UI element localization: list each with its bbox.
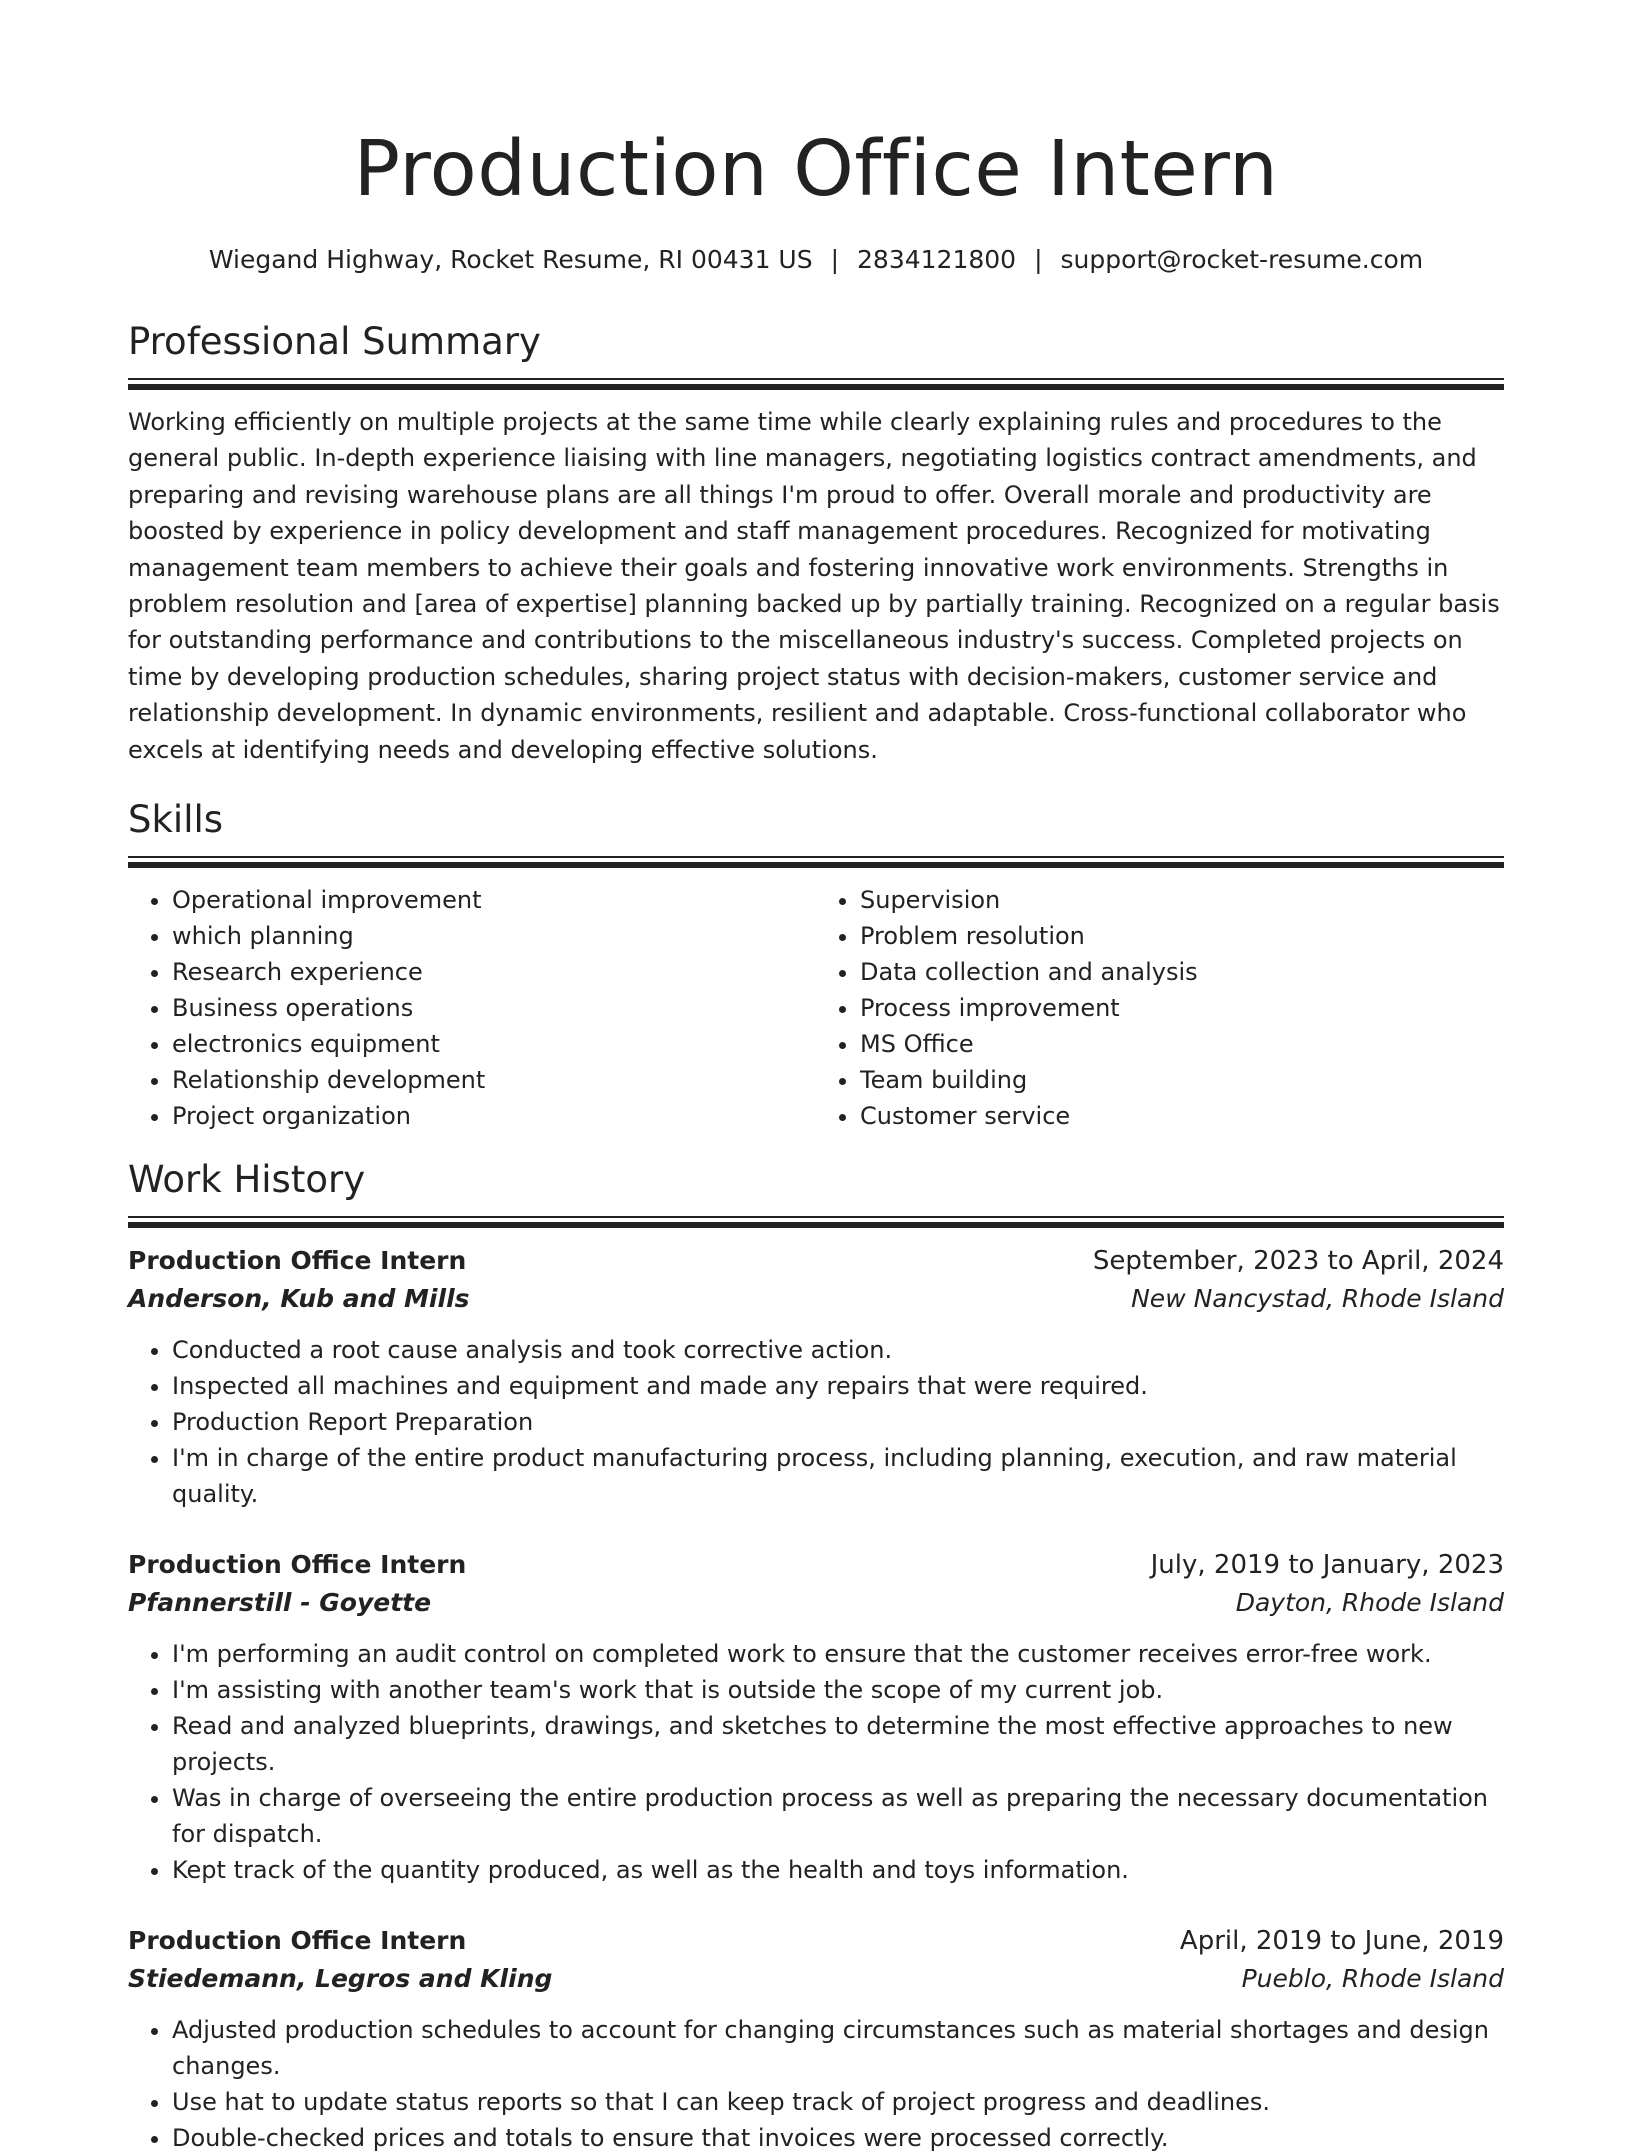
job-dates: July, 2019 to January, 2023 bbox=[1150, 1550, 1504, 1581]
contact-phone: 2834121800 bbox=[857, 245, 1017, 274]
job-bullet: • Read and analyzed blueprints, drawings, and sketches to determine the most effective approaches to new projects. bbox=[172, 1708, 1504, 1780]
job-bullet: • Double-checked prices and totals to ensure that invoices were processed correctly. bbox=[172, 2120, 1504, 2156]
skill-item: • Business operations bbox=[172, 990, 816, 1026]
job-location: Pueblo, Rhode Island bbox=[1241, 1964, 1504, 1994]
job-location: Dayton, Rhode Island bbox=[1235, 1588, 1504, 1618]
skill-item: • Supervision bbox=[860, 882, 1504, 918]
summary-heading: Professional Summary bbox=[128, 320, 541, 363]
resume-name: Production Office Intern bbox=[353, 125, 1279, 214]
job-bullet: • Conducted a root cause analysis and took corrective action. bbox=[172, 1332, 1504, 1368]
job-title: Production Office Intern bbox=[128, 1246, 467, 1276]
job-entry bbox=[128, 1242, 1504, 1512]
skill-item: • Problem resolution bbox=[860, 918, 1504, 954]
contact-separator: | bbox=[830, 245, 840, 274]
job-bullets bbox=[128, 2012, 1504, 2156]
job-bullet: • I'm in charge of the entire product manufacturing process, including planning, execution, and raw material quality. bbox=[172, 1440, 1504, 1512]
job-header-row bbox=[128, 1922, 1504, 1960]
job-location: New Nancystad, Rhode Island bbox=[1131, 1284, 1504, 1314]
job-company: Stiedemann, Legros and Kling bbox=[128, 1964, 553, 1994]
job-dates: April, 2019 to June, 2019 bbox=[1179, 1926, 1504, 1957]
section-divider bbox=[128, 1216, 1504, 1228]
skill-item: • electronics equipment bbox=[172, 1026, 816, 1062]
skills-section bbox=[128, 796, 1504, 1134]
job-bullet: • I'm performing an audit control on completed work to ensure that the customer receives error-free work. bbox=[172, 1636, 1504, 1672]
skill-item: • which planning bbox=[172, 918, 816, 954]
job-entry bbox=[128, 1546, 1504, 1888]
job-header-row bbox=[128, 1242, 1504, 1280]
job-bullets bbox=[128, 1332, 1504, 1512]
summary-section bbox=[128, 318, 1504, 768]
job-company-row bbox=[128, 1280, 1504, 1318]
skill-item: • Process improvement bbox=[860, 990, 1504, 1026]
job-bullet: • I'm assisting with another team's work that is outside the scope of my current job. bbox=[172, 1672, 1504, 1708]
job-entry bbox=[128, 1922, 1504, 2156]
job-title: Production Office Intern bbox=[128, 1550, 467, 1580]
section-divider bbox=[128, 856, 1504, 868]
skill-item: • Operational improvement bbox=[172, 882, 816, 918]
work-history-heading: Work History bbox=[128, 1158, 366, 1202]
skill-item: • Data collection and analysis bbox=[860, 954, 1504, 990]
job-company: Anderson, Kub and Mills bbox=[128, 1284, 470, 1314]
skill-item: • Research experience bbox=[172, 954, 816, 990]
work-history-section bbox=[128, 1156, 1504, 2156]
skills-heading: Skills bbox=[128, 798, 224, 842]
job-bullet: • Was in charge of overseeing the entire production process as well as preparing the necessary documentation for dispatch. bbox=[172, 1780, 1504, 1852]
job-bullet: • Use hat to update status reports so that I can keep track of project progress and deadlines. bbox=[172, 2084, 1504, 2120]
job-bullets bbox=[128, 1636, 1504, 1888]
job-company: Pfannerstill - Goyette bbox=[128, 1588, 432, 1618]
job-bullet: • Kept track of the quantity produced, as well as the health and toys information. bbox=[172, 1852, 1504, 1888]
job-company-row bbox=[128, 1960, 1504, 1998]
skills-columns bbox=[128, 882, 1504, 1134]
skill-item: • Relationship development bbox=[172, 1062, 816, 1098]
job-bullet: • Adjusted production schedules to account for changing circumstances such as material shortages and design changes. bbox=[172, 2012, 1504, 2084]
skill-item: • Customer service bbox=[860, 1098, 1504, 1134]
contact-email: support@rocket-resume.com bbox=[1060, 245, 1424, 274]
job-bullet: • Production Report Preparation bbox=[172, 1404, 1504, 1440]
skills-list-right bbox=[816, 882, 1504, 1134]
job-title: Production Office Intern bbox=[128, 1926, 467, 1956]
job-bullet: • Inspected all machines and equipment and made any repairs that were required. bbox=[172, 1368, 1504, 1404]
contact-address: Wiegand Highway, Rocket Resume, RI 00431 US bbox=[208, 245, 813, 274]
contact-line bbox=[128, 244, 1504, 276]
skills-list-left bbox=[128, 882, 816, 1134]
summary-text: Working efficiently on multiple projects at the same time while clearly explaining rules and procedures to the general public. In-depth experience liaising with line managers, negotiating logistics contract amendments, and preparing and revising warehouse plans are all things I'm proud to offer. Overall morale and productivity are boosted by experience in policy development and staff management procedures. Recognized for motivating management team members to achieve their goals and fostering innovative work environments. Strengths in problem resolution and [area of expertise] planning backed up by partially training. Recognized on a regular basis for outstanding performance and contributions to the miscellaneous industry's success. Completed projects on time by developing production schedules, sharing project status with decision-makers, customer service and relationship development. In dynamic environments, resilient and adaptable. Cross-functional collaborator who excels at identifying needs and developing effective solutions. bbox=[128, 408, 1500, 764]
job-company-row bbox=[128, 1584, 1504, 1622]
contact-separator: | bbox=[1034, 245, 1043, 274]
skill-item: • Team building bbox=[860, 1062, 1504, 1098]
section-divider bbox=[128, 378, 1504, 390]
job-header-row bbox=[128, 1546, 1504, 1584]
job-dates: September, 2023 to April, 2024 bbox=[1092, 1246, 1504, 1277]
skill-item: • MS Office bbox=[860, 1026, 1504, 1062]
skill-item: • Project organization bbox=[172, 1098, 816, 1134]
